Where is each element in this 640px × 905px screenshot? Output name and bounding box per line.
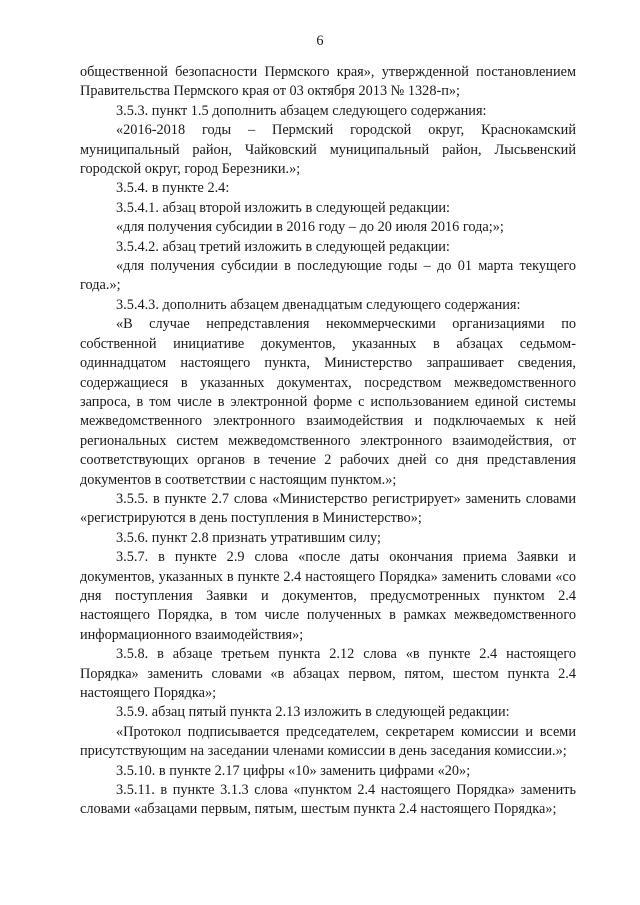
- page-number: 6: [316, 33, 324, 49]
- paragraph: 3.5.6. пункт 2.8 признать утратившим силу;: [116, 529, 381, 546]
- paragraph: 3.5.4.1. абзац второй изложить в следующей редакции:: [116, 199, 450, 216]
- paragraph: 3.5.5. в пункте 2.7 слова «Министерство регистрирует» заменить словами «регистрируются в день поступления в Министерство»;: [80, 490, 576, 527]
- paragraph: «Протокол подписывается председателем, секретарем комиссии и всеми присутствующим на заседании членами комиссии в день заседания комиссии.»;: [80, 723, 576, 760]
- paragraph: «для получения субсидии в последующие годы – до 01 марта текущего года.»;: [80, 258, 576, 294]
- paragraph: 3.5.4.3. дополнить абзацем двенадцатым следующего содержания:: [116, 296, 521, 313]
- paragraph: 3.5.7. в пункте 2.9 слова «после даты окончания приема Заявки и документов, указанных в пункте 2.4 настоящего Порядка» заменить словами «со дня поступления Заявки и документов, предусмотренных пунктом 2.4 настоящего Порядка, в том числе полученных в рамках межведомственного информационного взаимодействия»;: [80, 549, 576, 643]
- paragraph: «В случае непредставления некоммерческими организациями по собственной инициативе документов, указанных в абзацах седьмом-одиннадцатом настоящего пункта, Министерство запрашивает сведения, содержащиеся в указанных документах, посредством межведомственного запроса, в том числе в электронной форме с использованием единой системы межведомственного электронного взаимодействия и подключаемых к ней региональных систем межведомственного электронного взаимодействия, от соответствующих органов в течение 2 рабочих дней со дня представления документов в соответствии с настоящим пунктом.»;: [80, 316, 576, 488]
- paragraph: «для получения субсидии в 2016 году – до 20 июля 2016 года;»;: [116, 219, 504, 236]
- paragraph: 3.5.9. абзац пятый пункта 2.13 изложить в следующей редакции:: [116, 704, 510, 721]
- paragraph: 3.5.3. пункт 1.5 дополнить абзацем следующего содержания:: [116, 102, 487, 119]
- paragraph: «2016-2018 годы – Пермский городской округ, Краснокамский муниципальный район, Чайковский муниципальный район, Лысьвенский городской округ, город Березники.»;: [80, 122, 576, 178]
- document-body: [80, 63, 576, 820]
- paragraph: 3.5.4. в пункте 2.4:: [116, 180, 230, 197]
- paragraph: общественной безопасности Пермского края», утвержденной постановлением Правительства Пермского края от 03 октября 2013 № 1328-п»;: [80, 64, 576, 100]
- paragraph: 3.5.10. в пункте 2.17 цифры «10» заменить цифрами «20»;: [116, 762, 471, 779]
- paragraph: 3.5.8. в абзаце третьем пункта 2.12 слова «в пункте 2.4 настоящего Порядка» заменить словами «в абзацах первом, пятом, шестом пункта 2.4 настоящего Порядка»;: [80, 646, 576, 701]
- paragraph: 3.5.4.2. абзац третий изложить в следующей редакции:: [116, 238, 450, 255]
- paragraph: 3.5.11. в пункте 3.1.3 слова «пунктом 2.4 настоящего Порядка» заменить словами «абзацами первым, пятым, шестым пункта 2.4 настоящего Порядка»;: [80, 782, 576, 818]
